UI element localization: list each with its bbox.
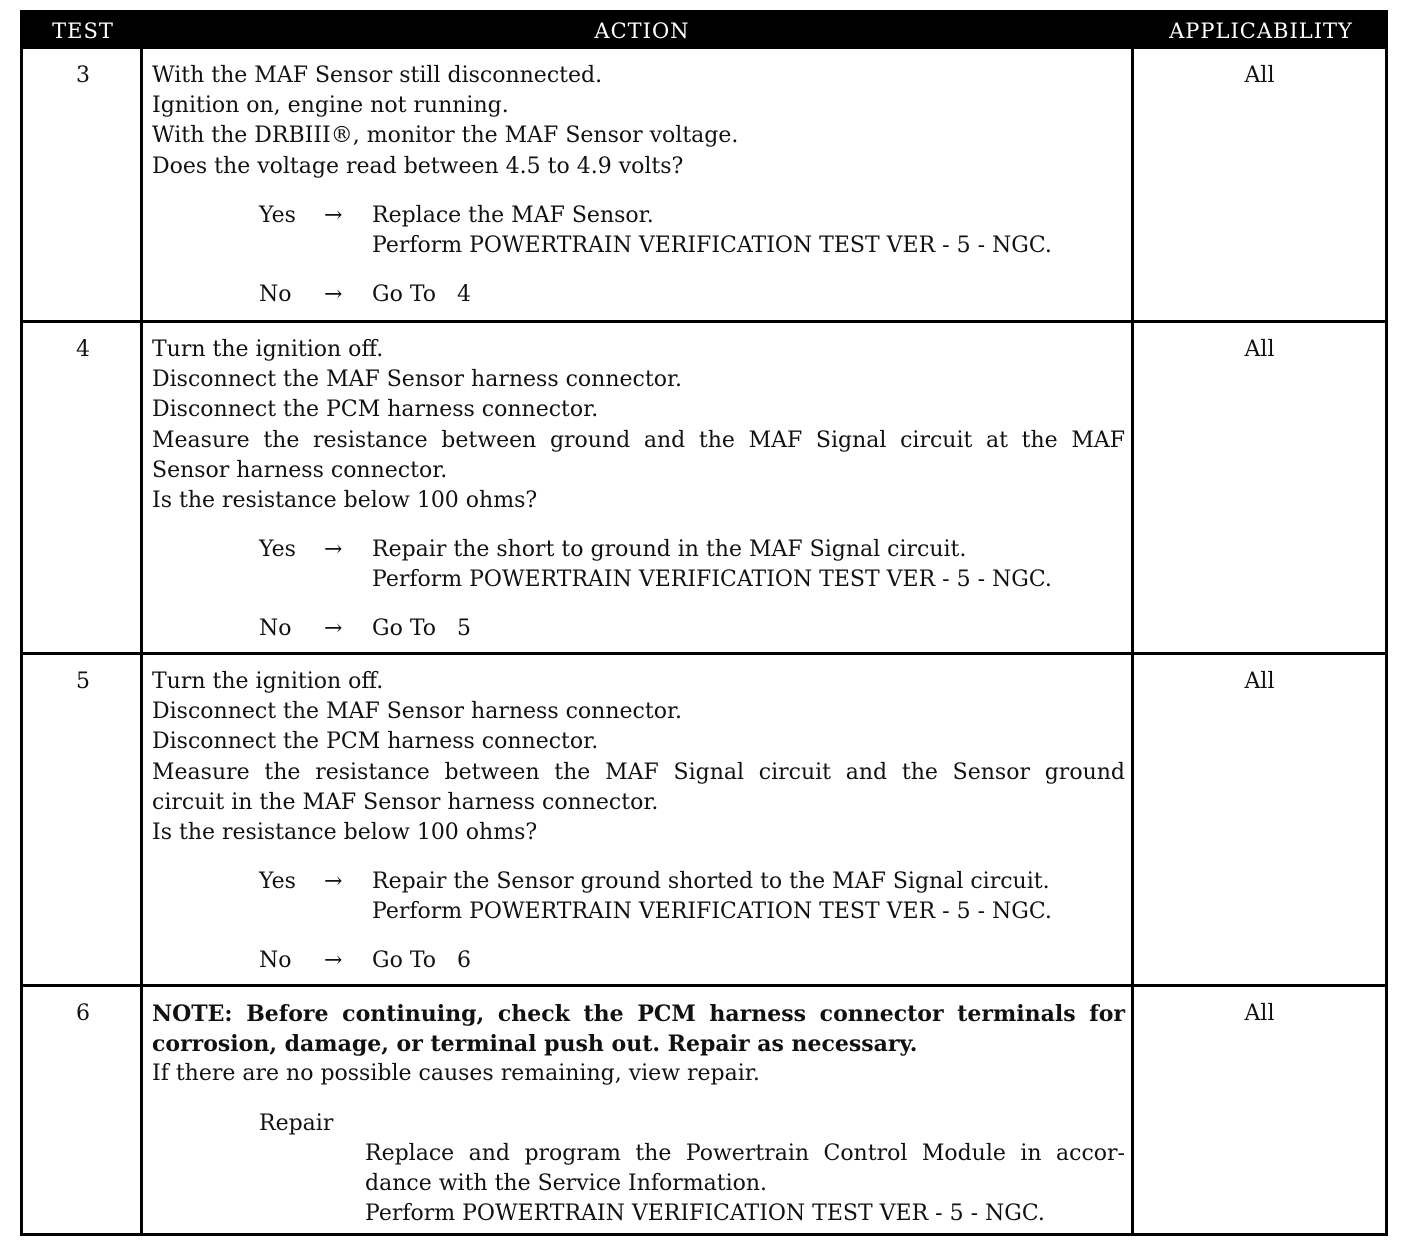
no-branch [152, 280, 1125, 310]
arrow-icon: → [324, 537, 343, 563]
note-line: corrosion, damage, or terminal push out. Repair as necessary. [152, 1031, 918, 1058]
header-applicability: APPLICABILITY [1169, 19, 1353, 43]
yes-label: Yes [259, 202, 296, 228]
arrow-icon: → [324, 948, 343, 974]
action-line: Disconnect the MAF Sensor harness connector. [152, 699, 683, 725]
no-label: No [259, 281, 292, 307]
action-line: Disconnect the MAF Sensor harness connector. [152, 367, 683, 393]
arrow-icon: → [324, 202, 343, 228]
test-number: 4 [76, 337, 90, 362]
repair-branch [152, 1109, 1125, 1139]
action-cell [152, 999, 1125, 1229]
action-line: Disconnect the PCM harness connector. [152, 397, 599, 423]
table-row-test-6 [23, 984, 1385, 1233]
test-number: 5 [76, 669, 90, 694]
arrow-icon: → [324, 869, 343, 895]
note-line: NOTE: Before continuing, check the PCM harness connector terminals for [152, 1001, 1125, 1027]
action-line: If there are no possible causes remaining, view repair. [152, 1061, 760, 1087]
table-row-test-5 [23, 652, 1385, 984]
action-line: Ignition on, engine not running. [152, 93, 509, 119]
applicability-value: All [1244, 337, 1275, 362]
arrow-icon: → [324, 616, 343, 642]
yes-branch [152, 201, 1125, 231]
yes-action-followup: Perform POWERTRAIN VERIFICATION TEST VER - 5 - NGC. [372, 899, 1052, 925]
table-header [23, 13, 1385, 49]
action-line: circuit in the MAF Sensor harness connector. [152, 789, 659, 815]
action-line: Disconnect the PCM harness connector. [152, 729, 599, 755]
applicability-value: All [1244, 669, 1275, 694]
action-cell [152, 667, 1125, 976]
action-line: Is the resistance below 100 ohms? [152, 820, 538, 846]
action-line: Turn the ignition off. [152, 337, 384, 362]
action-line: With the MAF Sensor still disconnected. [152, 63, 603, 88]
arrow-icon: → [324, 281, 343, 307]
no-action: Go To 6 [372, 948, 471, 974]
yes-action: Repair the short to ground in the MAF Signal circuit. [372, 537, 967, 563]
no-label: No [259, 616, 292, 642]
applicability-value: All [1244, 1001, 1275, 1026]
no-label: No [259, 948, 292, 974]
yes-branch [152, 535, 1125, 565]
repair-steps [365, 1139, 1125, 1230]
yes-action: Replace the MAF Sensor. [372, 202, 654, 228]
no-branch [152, 614, 1125, 644]
applicability-value: All [1244, 63, 1275, 88]
table-row-test-3 [23, 49, 1385, 320]
action-line: Does the voltage read between 4.5 to 4.9 volts? [152, 153, 684, 179]
repair-label: Repair [259, 1110, 334, 1136]
repair-line: dance with the Service Information. [365, 1170, 768, 1196]
action-line: Turn the ignition off. [152, 669, 384, 694]
test-number: 3 [76, 63, 90, 88]
header-action: ACTION [594, 19, 690, 43]
no-action: Go To 4 [372, 281, 471, 307]
yes-action: Repair the Sensor ground shorted to the MAF Signal circuit. [372, 869, 1050, 895]
table-row-test-4 [23, 320, 1385, 652]
action-line: Sensor harness connector. [152, 457, 448, 483]
repair-line: Replace and program the Powertrain Control Module in accor- [365, 1140, 1125, 1166]
action-cell [152, 335, 1125, 644]
no-branch [152, 946, 1125, 976]
action-line: With the DRBIII®, monitor the MAF Sensor voltage. [152, 123, 739, 149]
yes-action-followup: Perform POWERTRAIN VERIFICATION TEST VER - 5 - NGC. [372, 232, 1052, 258]
action-cell [152, 61, 1125, 310]
repair-line: Perform POWERTRAIN VERIFICATION TEST VER - 5 - NGC. [365, 1201, 1045, 1227]
action-line: Measure the resistance between ground and the MAF Signal circuit at the MAF [152, 427, 1125, 453]
action-line: Measure the resistance between the MAF Signal circuit and the Sensor ground [152, 759, 1125, 785]
yes-label: Yes [259, 869, 296, 895]
header-test: TEST [52, 19, 114, 43]
yes-action-followup: Perform POWERTRAIN VERIFICATION TEST VER - 5 - NGC. [372, 567, 1052, 593]
diagnostic-test-table [20, 10, 1388, 1236]
yes-branch [152, 867, 1125, 897]
no-action: Go To 5 [372, 616, 471, 642]
test-number: 6 [76, 1001, 90, 1026]
yes-label: Yes [259, 537, 296, 563]
action-line: Is the resistance below 100 ohms? [152, 488, 538, 514]
